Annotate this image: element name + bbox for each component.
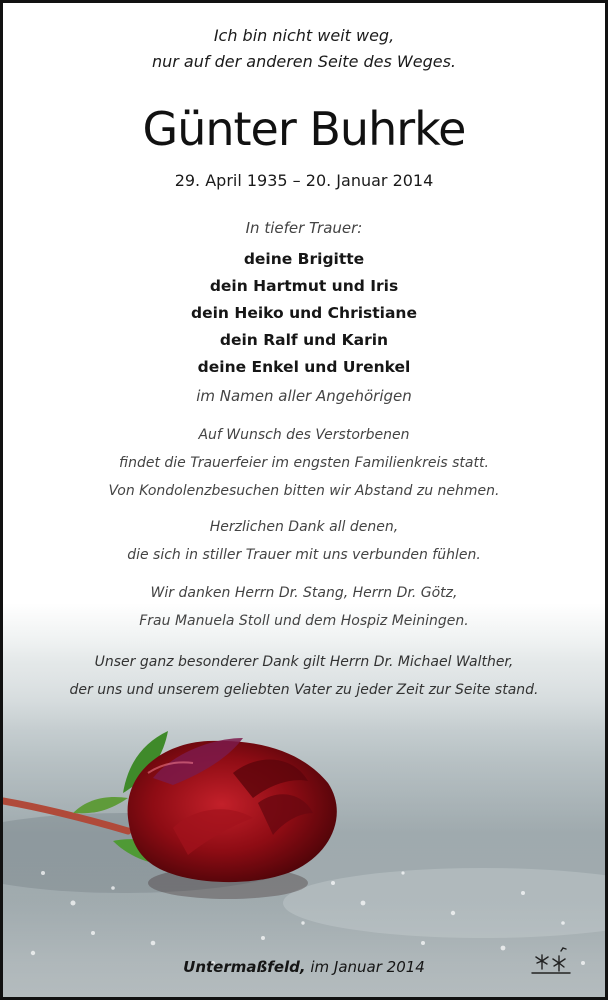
motto-quote (3, 23, 605, 75)
mourner-item: dein Heiko und Christiane (191, 304, 417, 322)
paragraph-line: Auf Wunsch des Verstorbenen (198, 427, 410, 443)
paragraph-line: Von Kondolenzbesuchen bitten wir Abstand zu nehmen. (108, 483, 500, 499)
paragraph-line: der uns und unserem geliebten Vater zu jeder Zeit zur Seite stand. (69, 682, 539, 698)
life-dates: 29. April 1935 – 20. Januar 2014 (174, 171, 434, 190)
motto-line: nur auf der anderen Seite des Weges. (151, 52, 457, 71)
paragraph-line: Herzlichen Dank all denen, (209, 519, 399, 535)
footer-place: Untermaßfeld, (183, 958, 306, 976)
mourner-item: dein Hartmut und Iris (209, 277, 399, 295)
mourning-intro: In tiefer Trauer: (245, 219, 363, 237)
funeral-notice-paragraph (3, 421, 605, 505)
special-thanks-paragraph (3, 648, 605, 704)
paragraph-line: Unser ganz besonderer Dank gilt Herrn Dr. Michael Walther, (94, 654, 514, 670)
paragraph-line: findet die Trauerfeier im engsten Familienkreis statt. (119, 455, 489, 471)
paragraph-line: Frau Manuela Stoll und dem Hospiz Meiningen. (139, 613, 469, 629)
place-date-footer (3, 955, 605, 979)
motto-line: Ich bin nicht weit weg, (213, 26, 395, 45)
thanks-paragraph (3, 513, 605, 569)
doctors-thanks-paragraph (3, 579, 605, 635)
footer-date: im Januar 2014 (310, 958, 425, 976)
deceased-name: Günter Buhrke (142, 102, 466, 156)
mourners-list (3, 246, 605, 381)
mourner-item: deine Enkel und Urenkel (197, 358, 411, 376)
paragraph-line: die sich in stiller Trauer mit uns verbunden fühlen. (127, 547, 481, 563)
mourners-closing: im Namen aller Angehörigen (196, 387, 412, 405)
paragraph-line: Wir danken Herrn Dr. Stang, Herrn Dr. Götz, (150, 585, 458, 601)
mourner-item: dein Ralf und Karin (219, 331, 389, 349)
twin-flower-signet-icon (528, 943, 574, 977)
mourner-item: deine Brigitte (243, 250, 365, 268)
